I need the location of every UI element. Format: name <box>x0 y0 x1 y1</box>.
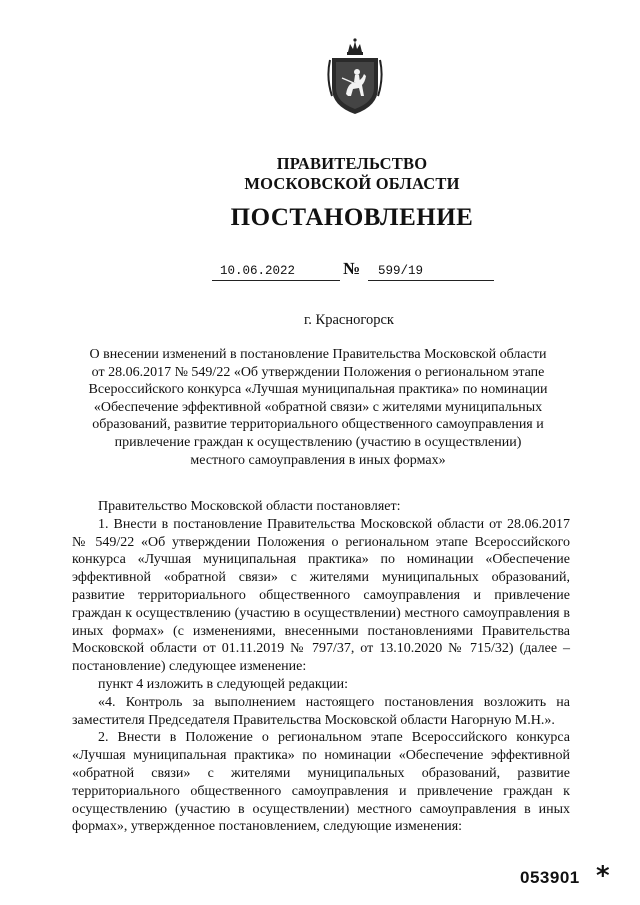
government-name-line2: МОСКОВСКОЙ ОБЛАСТИ <box>244 174 460 193</box>
body-paragraph: «4. Контроль за выполнением настоящего постановления возложить на заместителя Председателя Правительства Московской области Нагорную М.Н.». <box>72 694 570 728</box>
document-type-title: ПОСТАНОВЛЕНИЕ <box>230 204 474 231</box>
date-number-line <box>0 259 640 284</box>
body-paragraph: 2. Внести в Положение о региональном этапе Всероссийского конкурса «Лучшая муниципальная практика» по номинации «Обеспечение эффективной «обратной связи» с жителями муниципальных образований, развитие территориального общественного самоуправления и привлечение граждан к осуществлению (участию в осуществлении) местного самоуправления в иных формах», утвержденное постановлением, следующие изменения: <box>72 730 570 835</box>
body-paragraph: 1. Внести в постановление Правительства Московской области от 28.06.2017 № 549/22 «Об утверждении Положения о региональном этапе Всероссийского конкурса «Лучшая муниципальная практика» по номинации «Обеспечение эффективной «обратной связи» с жителями муниципальных образований, развитие территориального общественного самоуправления и привлечение граждан к осуществлению (участию в осуществлении) местного самоуправления в иных формах» (с изменениями, внесенными постановлениями Правительства Московской области от 01.11.2019 № 797/37, от 13.10.2020 № 715/32) (далее – постановление) следующее изменение: <box>72 516 570 675</box>
number-sign: № <box>343 259 361 278</box>
body-paragraph: Правительство Московской области постановляет: <box>98 499 401 514</box>
city-line: г. Красногорск <box>304 312 394 328</box>
serial-number: 053901 <box>520 868 580 887</box>
coat-of-arms-icon <box>326 38 384 116</box>
document-body <box>72 498 570 836</box>
government-name-line1: ПРАВИТЕЛЬСТВО <box>276 154 428 173</box>
document-date: 10.06.2022 <box>212 262 340 281</box>
body-paragraph: пункт 4 изложить в следующей редакции: <box>98 676 348 692</box>
document-subject: О внесении изменений в постановление Правительства Московской области от 28.06.2017 № 549/22 «Об утверждении Положения о региональном этапе Всероссийского конкурса «Лучшая муниципальная практика» по номинации «Обеспечение эффективной «обратной связи» с жителями муниципальных образований, развитие территориального общественного самоуправления и привлечение граждан к осуществлению (участию в осуществлении) местного самоуправления в иных формах» <box>88 347 548 468</box>
star-mark: * <box>596 861 610 891</box>
document-number: 599/19 <box>368 262 494 281</box>
